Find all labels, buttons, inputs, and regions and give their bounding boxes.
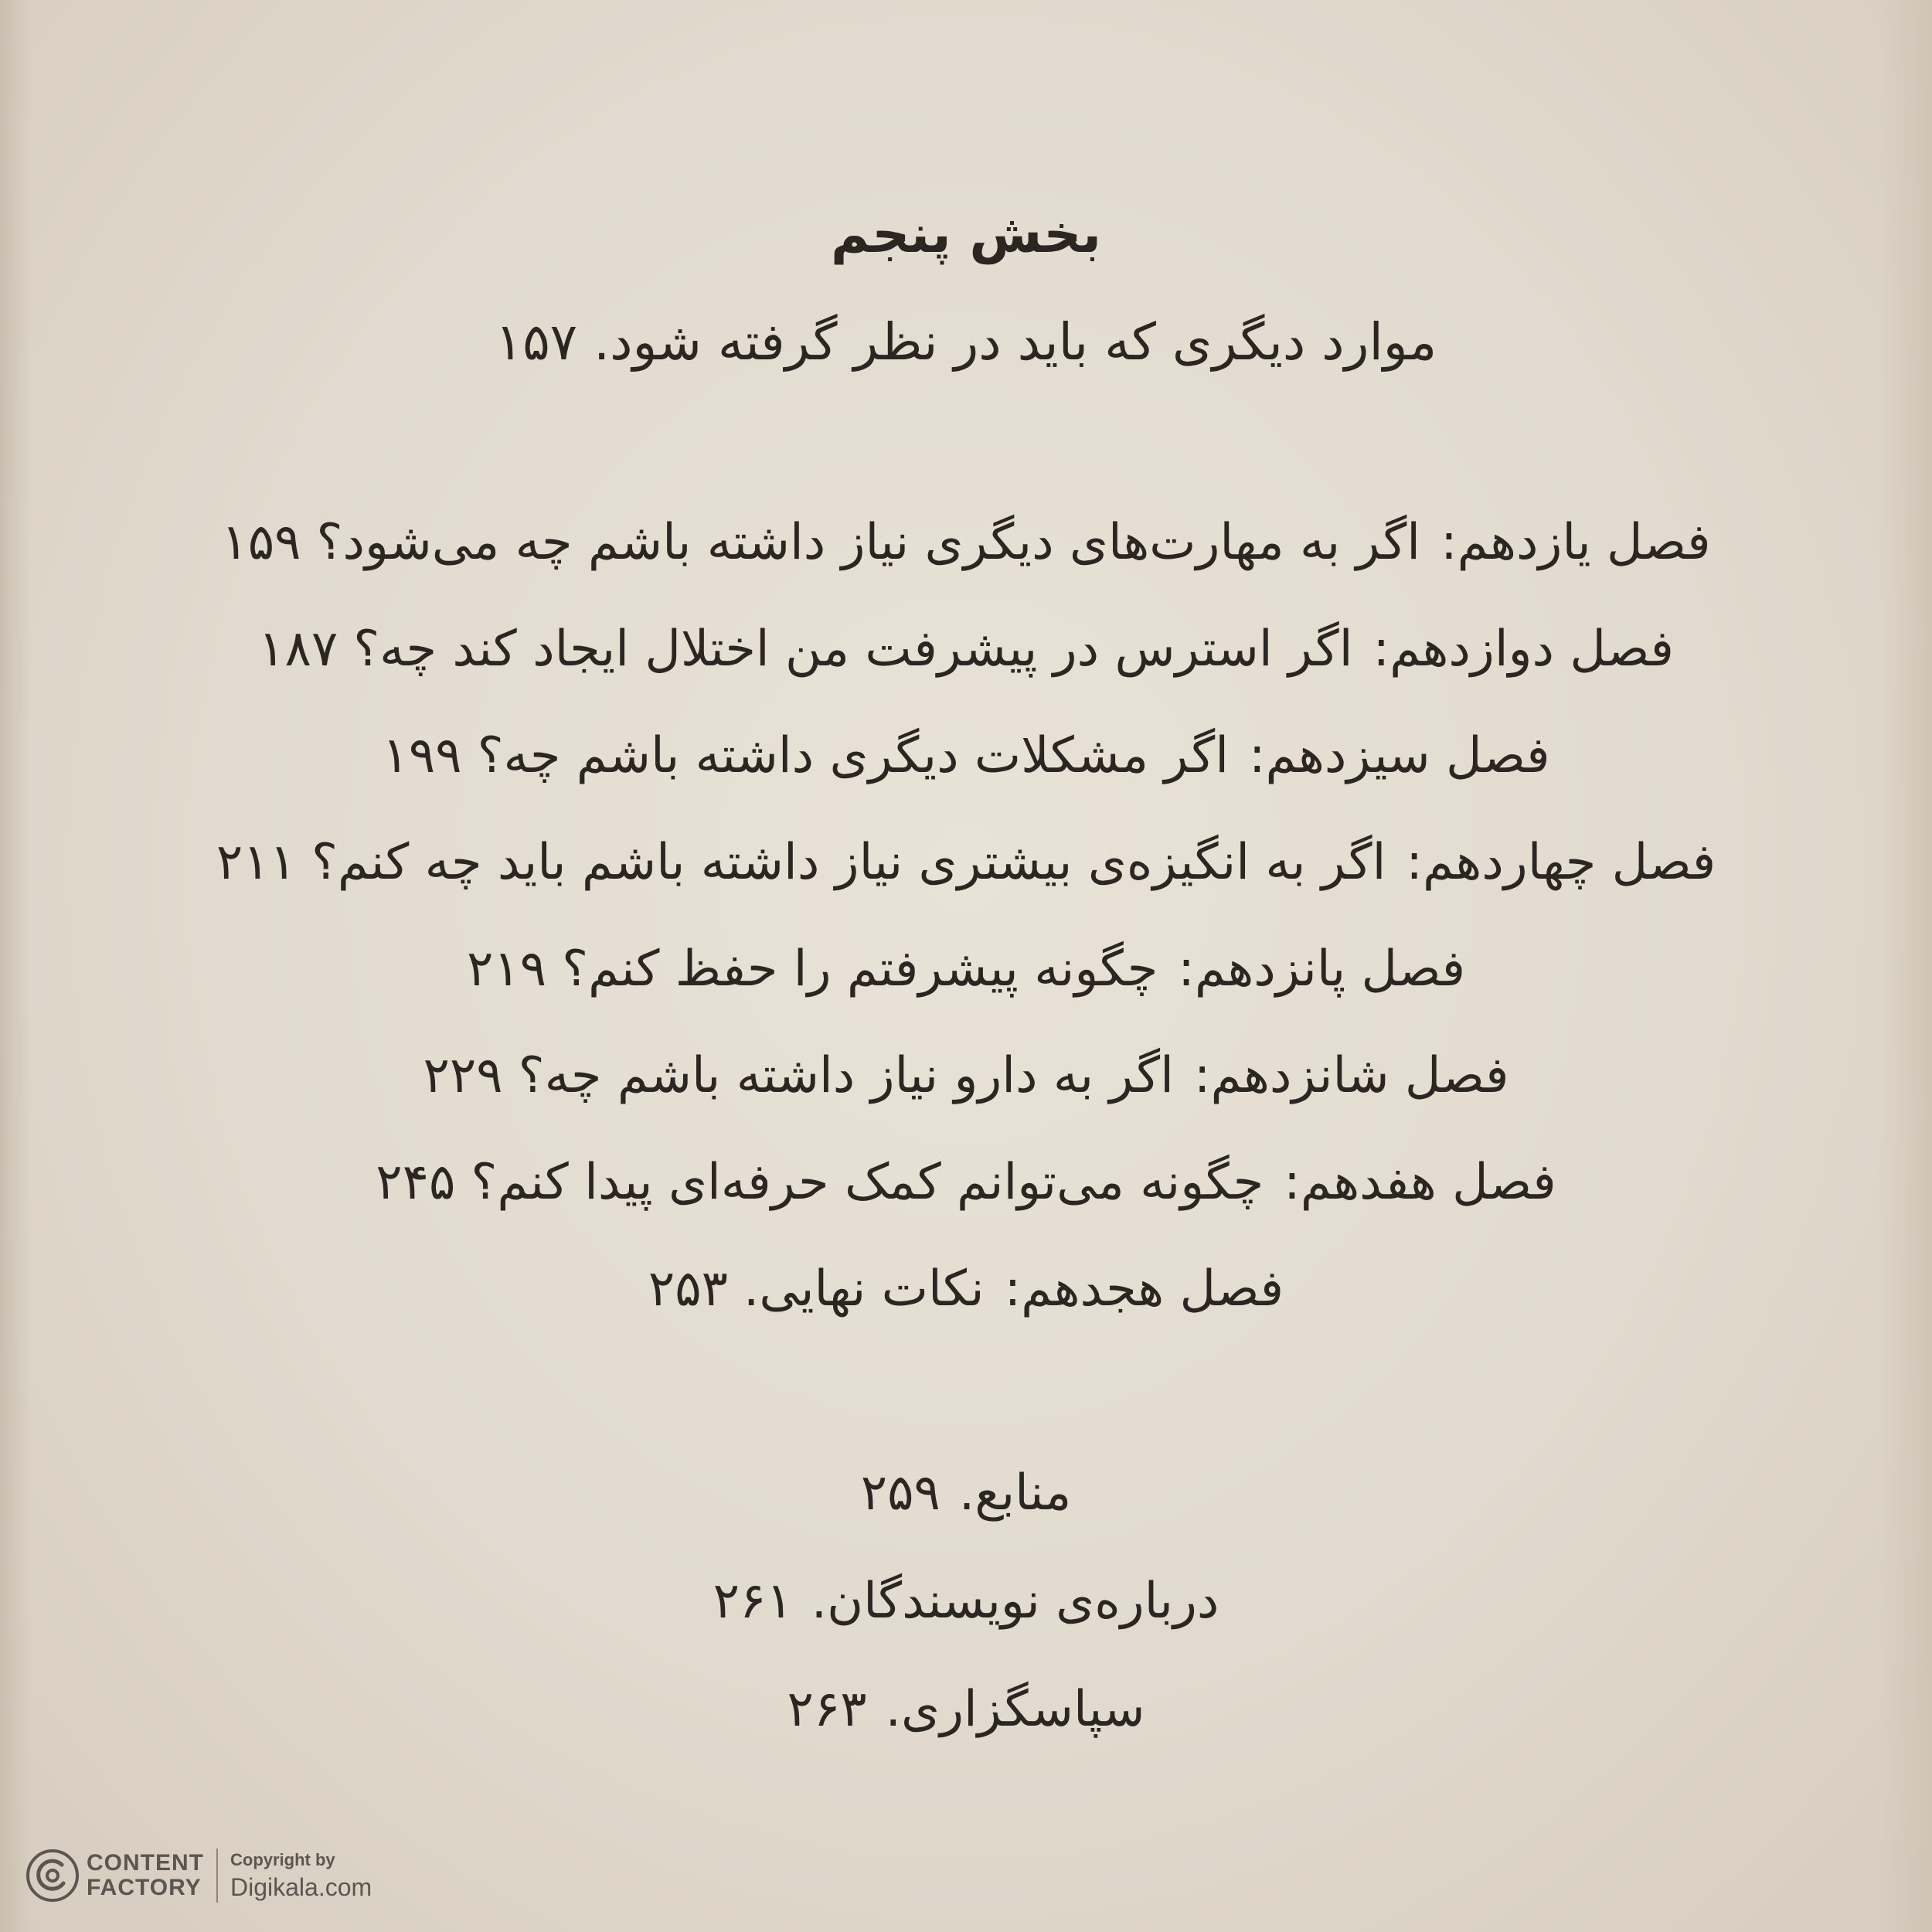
toc-entry-chapter-11 <box>0 514 1932 571</box>
watermark-brand <box>87 1851 204 1900</box>
chapter-page: ۲۱۹ <box>466 940 547 998</box>
entry-page: ۲۵۹ <box>860 1464 940 1522</box>
watermark-credit-line1: Copyright by <box>230 1850 335 1869</box>
chapter-page: ۱۵۹ <box>221 514 301 571</box>
chapter-page: ۲۵۳ <box>648 1260 729 1318</box>
toc-entry-chapter-12 <box>0 621 1932 678</box>
back-entry-acknowledgments <box>0 1681 1932 1738</box>
back-entry-about-authors <box>0 1573 1932 1630</box>
chapter-title: اگر استرس در پیشرفت من اختلال ایجاد کند چه؟ <box>353 621 1353 678</box>
section-heading: بخش پنجم <box>831 204 1101 265</box>
toc-entry-chapter-18 <box>0 1260 1932 1318</box>
toc-entry-chapter-13 <box>0 727 1932 784</box>
chapter-label: فصل پانزدهم: <box>1178 940 1466 998</box>
chapter-title: نکات نهایی. <box>743 1260 985 1318</box>
chapter-label: فصل هفدهم: <box>1284 1154 1556 1211</box>
content-factory-logo-icon <box>25 1848 80 1903</box>
toc-entry-chapter-16 <box>0 1047 1932 1104</box>
chapter-label: فصل یازدهم: <box>1440 514 1711 571</box>
chapter-title: اگر به مهارت‌های دیگری نیاز داشته باشم چه می‌شود؟ <box>316 514 1421 571</box>
chapter-page: ۲۱۱ <box>216 834 296 891</box>
entry-page: ۲۶۳ <box>787 1681 867 1738</box>
back-entry-references <box>0 1464 1932 1522</box>
chapter-title: اگر به انگیزه‌ی بیشتری نیاز داشته باشم باید چه کنم؟ <box>311 834 1386 891</box>
toc-entry-chapter-17 <box>0 1154 1932 1211</box>
chapter-label: فصل چهاردهم: <box>1406 834 1716 891</box>
chapter-page: ۲۲۹ <box>423 1047 503 1104</box>
watermark-credit <box>230 1849 372 1903</box>
watermark-credit-line2: Digikala.com <box>230 1873 372 1901</box>
chapter-page: ۱۸۷ <box>258 621 338 678</box>
chapter-page: ۱۹۹ <box>382 727 462 784</box>
watermark-brand-line2: FACTORY <box>87 1875 202 1900</box>
chapter-label: فصل دوازدهم: <box>1372 621 1674 678</box>
entry-page: ۲۶۱ <box>713 1573 793 1630</box>
chapter-title: چگونه می‌توانم کمک حرفه‌ای پیدا کنم؟ <box>471 1154 1264 1211</box>
toc-entry-chapter-15 <box>0 940 1932 998</box>
chapter-label: فصل سیزدهم: <box>1248 727 1550 784</box>
toc-entry-chapter-14 <box>0 834 1932 891</box>
chapter-label: فصل شانزدهم: <box>1193 1047 1509 1104</box>
entry-title: منابع. <box>958 1464 1072 1522</box>
chapter-label: فصل هجدهم: <box>1004 1260 1284 1318</box>
chapter-title: اگر مشکلات دیگری داشته باشم چه؟ <box>477 727 1229 784</box>
watermark-brand-line1: CONTENT <box>87 1850 204 1876</box>
entry-title: سپاسگزاری. <box>885 1681 1145 1738</box>
chapter-page: ۲۴۵ <box>376 1154 456 1211</box>
section-subtitle: موارد دیگری که باید در نظر گرفته شود. ۱۵۷ <box>495 312 1437 372</box>
watermark <box>25 1841 372 1910</box>
entry-title: درباره‌ی نویسندگان. <box>811 1573 1219 1630</box>
chapter-title: چگونه پیشرفتم را حفظ کنم؟ <box>562 940 1158 998</box>
chapter-title: اگر به دارو نیاز داشته باشم چه؟ <box>518 1047 1174 1104</box>
watermark-divider <box>216 1849 218 1903</box>
